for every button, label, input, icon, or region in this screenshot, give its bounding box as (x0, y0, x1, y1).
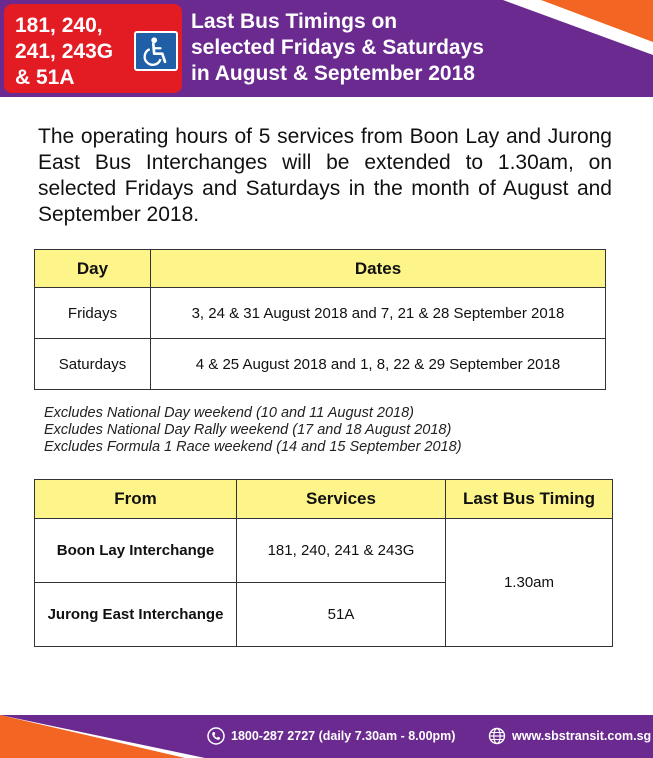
wheelchair-icon (134, 31, 178, 71)
website-link[interactable] (488, 727, 651, 745)
table-header-row (35, 480, 613, 519)
table-row (35, 339, 606, 390)
header-dates: Dates (151, 250, 606, 288)
header-banner (0, 0, 653, 97)
dates-cell: 3, 24 & 31 August 2018 and 7, 21 & 28 September 2018 (151, 288, 606, 339)
header-from: From (35, 480, 237, 519)
exclusion-item: Excludes Formula 1 Race weekend (14 and 15 September 2018) (44, 439, 462, 455)
table-row (35, 519, 613, 583)
exclusion-item: Excludes National Day weekend (10 and 11 August 2018) (44, 405, 414, 421)
services-cell: 51A (237, 583, 446, 647)
header-last-bus-timing: Last Bus Timing (446, 480, 613, 519)
footer-banner (0, 715, 653, 758)
dates-table (34, 249, 606, 390)
day-cell: Saturdays (35, 339, 151, 390)
header-services: Services (237, 480, 446, 519)
title-line: selected Fridays & Saturdays (191, 36, 484, 59)
services-list (15, 13, 140, 91)
phone-text: 1800-287 2727 (daily 7.30am - 8.00pm) (231, 729, 456, 743)
exclusions-list (44, 405, 604, 456)
services-cell: 181, 240, 241 & 243G (237, 519, 446, 583)
from-cell: Boon Lay Interchange (35, 519, 237, 583)
day-cell: Fridays (35, 288, 151, 339)
page-title (191, 9, 571, 87)
title-line: Last Bus Timings on (191, 10, 398, 33)
dates-cell: 4 & 25 August 2018 and 1, 8, 22 & 29 September 2018 (151, 339, 606, 390)
services-line: & 51A (15, 66, 75, 89)
header-day: Day (35, 250, 151, 288)
exclusion-item: Excludes National Day Rally weekend (17 and 18 August 2018) (44, 422, 452, 438)
intro-paragraph: The operating hours of 5 services from Boon Lay and Jurong East Bus Interchanges will be extended to 1.30am, on selected Fridays and Saturdays in the month of August and September 2018. (38, 125, 612, 226)
services-line: 181, 240, (15, 14, 103, 37)
services-badge (4, 4, 182, 93)
table-row (35, 288, 606, 339)
phone-icon (207, 727, 225, 745)
website-text: www.sbstransit.com.sg (512, 729, 652, 743)
from-cell: Jurong East Interchange (35, 583, 237, 647)
table-header-row (35, 250, 606, 288)
footer-orange-corner (0, 715, 185, 758)
contact-phone[interactable] (207, 727, 455, 745)
services-table (34, 479, 613, 647)
last-bus-timing-cell: 1.30am (446, 519, 613, 647)
globe-icon (488, 727, 506, 745)
services-line: 241, 243G (15, 40, 114, 63)
title-line: in August & September 2018 (191, 62, 475, 85)
